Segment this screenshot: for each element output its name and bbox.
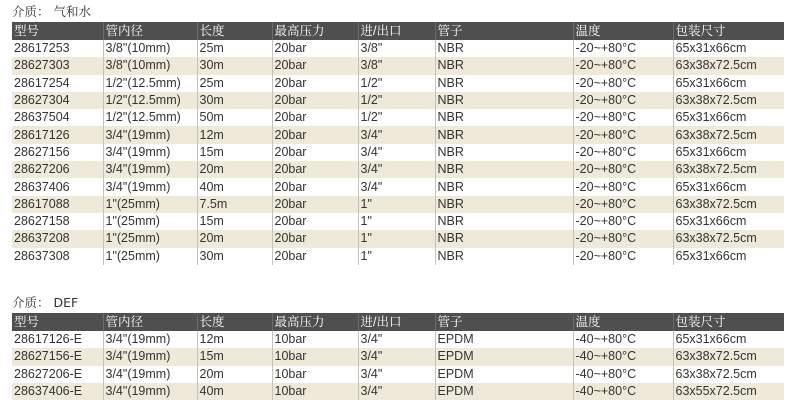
cell-package-size: 63x38x72.5cm: [673, 161, 784, 178]
cell-length: 30m: [197, 92, 272, 109]
cell-length: 20m: [197, 366, 272, 383]
cell-model-number: 28627304: [12, 92, 103, 109]
table-row: [12, 196, 784, 213]
cell-model-number: 28617126: [12, 126, 103, 143]
cell-length: 30m: [197, 57, 272, 74]
media-water-air-section: [12, 2, 784, 265]
media-caption: 介质： DEF: [12, 295, 79, 310]
cell-inlet-outlet: 3/4": [358, 126, 435, 143]
cell-max-pressure: 20bar: [272, 92, 358, 109]
cell-hose-material: NBR: [435, 40, 573, 57]
table-row: [12, 331, 784, 348]
cell-temperature: -40~+80°C: [573, 331, 673, 348]
table-row: [12, 178, 784, 195]
cell-package-size: 63x38x72.5cm: [673, 230, 784, 247]
cell-max-pressure: 20bar: [272, 196, 358, 213]
table-row: [12, 40, 784, 57]
cell-max-pressure: 20bar: [272, 40, 358, 57]
table-row: [12, 348, 784, 365]
column-header-inlet-outlet: 进/出口: [358, 22, 435, 40]
cell-inner-diameter: 3/4"(19mm): [103, 126, 197, 143]
cell-max-pressure: 20bar: [272, 126, 358, 143]
cell-package-size: 65x31x66cm: [673, 144, 784, 161]
cell-length: 30m: [197, 248, 272, 265]
cell-max-pressure: 20bar: [272, 178, 358, 195]
cell-inlet-outlet: 3/8": [358, 57, 435, 74]
cell-max-pressure: 20bar: [272, 248, 358, 265]
cell-package-size: 65x31x66cm: [673, 109, 784, 126]
cell-temperature: -20~+80°C: [573, 144, 673, 161]
cell-package-size: 63x38x72.5cm: [673, 92, 784, 109]
table-row: [12, 366, 784, 383]
header-row: [12, 313, 784, 331]
cell-model-number: 28627206-E: [14, 366, 83, 381]
column-header-model-number: 型号: [12, 313, 103, 331]
cell-temperature: -40~+80°C: [573, 383, 673, 400]
cell-model-number: 28617254: [14, 75, 70, 90]
cell-temperature: -20~+80°C: [573, 248, 673, 265]
cell-package-size: 65x31x66cm: [673, 75, 784, 92]
spec-table: [12, 22, 784, 265]
cell-length: 20m: [197, 230, 272, 247]
cell-inner-diameter: 3/4"(19mm): [103, 178, 197, 195]
table-row: [12, 57, 784, 74]
cell-temperature: -40~+80°C: [573, 348, 673, 365]
cell-hose-material: EPDM: [435, 331, 573, 348]
cell-package-size: 63x38x72.5cm: [673, 196, 784, 213]
cell-max-pressure: 10bar: [272, 383, 358, 400]
column-header-length: 长度: [197, 313, 272, 331]
cell-temperature: -20~+80°C: [573, 213, 673, 230]
cell-inlet-outlet: 3/8": [358, 40, 435, 57]
table-row: [12, 230, 784, 247]
cell-length: 25m: [197, 75, 272, 92]
cell-hose-material: EPDM: [435, 366, 573, 383]
cell-temperature: -20~+80°C: [573, 161, 673, 178]
cell-package-size: 65x31x66cm: [673, 248, 784, 265]
cell-temperature: -20~+80°C: [573, 178, 673, 195]
cell-model-number: 28637406: [14, 179, 70, 194]
cell-max-pressure: 20bar: [272, 57, 358, 74]
cell-package-size: 65x31x66cm: [673, 40, 784, 57]
cell-temperature: -20~+80°C: [573, 109, 673, 126]
cell-inlet-outlet: 3/4": [358, 383, 435, 400]
cell-hose-material: NBR: [435, 126, 573, 143]
cell-inner-diameter: 3/4"(19mm): [103, 348, 197, 365]
column-header-package-size: 包装尺寸: [673, 22, 784, 40]
cell-inlet-outlet: 3/4": [358, 178, 435, 195]
cell-max-pressure: 20bar: [272, 213, 358, 230]
cell-temperature: -20~+80°C: [573, 40, 673, 57]
cell-temperature: -20~+80°C: [573, 92, 673, 109]
header-row: [12, 22, 784, 40]
cell-hose-material: NBR: [435, 248, 573, 265]
cell-package-size: 65x31x66cm: [673, 213, 784, 230]
cell-inner-diameter: 1"(25mm): [103, 213, 197, 230]
cell-inner-diameter: 3/4"(19mm): [103, 366, 197, 383]
cell-length: 12m: [197, 331, 272, 348]
cell-temperature: -20~+80°C: [573, 57, 673, 74]
cell-model-number: 28617253: [14, 41, 70, 56]
cell-inner-diameter: 1/2"(12.5mm): [103, 92, 197, 109]
table-row: [12, 92, 784, 109]
cell-package-size: 63x38x72.5cm: [673, 126, 784, 143]
cell-max-pressure: 10bar: [272, 348, 358, 365]
cell-model-number: 28617088: [12, 196, 103, 213]
cell-inlet-outlet: 1": [358, 230, 435, 247]
cell-hose-material: NBR: [435, 75, 573, 92]
cell-inner-diameter: 3/8"(10mm): [103, 57, 197, 74]
cell-inlet-outlet: 3/4": [358, 331, 435, 348]
cell-inlet-outlet: 3/4": [358, 348, 435, 365]
cell-hose-material: NBR: [435, 230, 573, 247]
cell-hose-material: NBR: [435, 178, 573, 195]
cell-model-number: 28637504: [14, 110, 70, 125]
column-header-length: 长度: [197, 22, 272, 40]
cell-inlet-outlet: 1/2": [358, 75, 435, 92]
cell-length: 15m: [197, 348, 272, 365]
cell-inlet-outlet: 3/4": [358, 366, 435, 383]
cell-package-size: 63x38x72.5cm: [673, 366, 784, 383]
cell-inner-diameter: 1"(25mm): [103, 230, 197, 247]
cell-max-pressure: 20bar: [272, 109, 358, 126]
cell-hose-material: EPDM: [435, 348, 573, 365]
cell-model-number: 28627303: [12, 57, 103, 74]
cell-hose-material: NBR: [435, 92, 573, 109]
cell-inlet-outlet: 1/2": [358, 92, 435, 109]
cell-length: 40m: [197, 383, 272, 400]
column-header-package-size: 包装尺寸: [673, 313, 784, 331]
table-row: [12, 161, 784, 178]
column-header-hose-material: 管子: [435, 313, 573, 331]
cell-package-size: 65x31x66cm: [673, 331, 784, 348]
cell-length: 15m: [197, 144, 272, 161]
cell-model-number: 28617126-E: [14, 332, 83, 347]
table-row: [12, 144, 784, 161]
cell-model-number: 28627156-E: [12, 348, 103, 365]
cell-temperature: -20~+80°C: [573, 196, 673, 213]
column-header-max-pressure: 最高压力: [272, 22, 358, 40]
cell-inlet-outlet: 1": [358, 213, 435, 230]
cell-length: 12m: [197, 126, 272, 143]
cell-hose-material: EPDM: [435, 383, 573, 400]
column-header-hose-material: 管子: [435, 22, 573, 40]
cell-inner-diameter: 1"(25mm): [103, 248, 197, 265]
cell-inner-diameter: 3/4"(19mm): [103, 161, 197, 178]
table-row: [12, 248, 784, 265]
cell-inlet-outlet: 1": [358, 248, 435, 265]
cell-max-pressure: 20bar: [272, 75, 358, 92]
column-header-inlet-outlet: 进/出口: [358, 313, 435, 331]
cell-temperature: -20~+80°C: [573, 230, 673, 247]
cell-inner-diameter: 3/8"(10mm): [103, 40, 197, 57]
cell-hose-material: NBR: [435, 196, 573, 213]
table-row: [12, 383, 784, 400]
cell-max-pressure: 20bar: [272, 230, 358, 247]
spec-table: [12, 313, 784, 400]
table-row: [12, 126, 784, 143]
cell-inlet-outlet: 1": [358, 196, 435, 213]
column-header-temperature: 温度: [573, 313, 673, 331]
cell-length: 50m: [197, 109, 272, 126]
table-row: [12, 109, 784, 126]
cell-model-number: 28637308: [14, 248, 70, 263]
cell-inlet-outlet: 3/4": [358, 144, 435, 161]
cell-inner-diameter: 3/4"(19mm): [103, 144, 197, 161]
cell-inner-diameter: 1"(25mm): [103, 196, 197, 213]
cell-hose-material: NBR: [435, 57, 573, 74]
cell-package-size: 65x31x66cm: [673, 178, 784, 195]
cell-temperature: -40~+80°C: [573, 366, 673, 383]
cell-model-number: 28637208: [12, 230, 103, 247]
cell-inner-diameter: 3/4"(19mm): [103, 331, 197, 348]
cell-package-size: 63x38x72.5cm: [673, 348, 784, 365]
cell-model-number: 28627158: [14, 214, 70, 229]
cell-hose-material: NBR: [435, 109, 573, 126]
cell-length: 20m: [197, 161, 272, 178]
cell-temperature: -20~+80°C: [573, 75, 673, 92]
cell-inner-diameter: 1/2"(12.5mm): [103, 75, 197, 92]
table-row: [12, 213, 784, 230]
column-header-inner-diameter: 管内径: [103, 22, 197, 40]
cell-model-number: 28627206: [12, 161, 103, 178]
column-header-model-number: 型号: [12, 22, 103, 40]
cell-model-number: 28637406-E: [12, 383, 103, 400]
cell-hose-material: NBR: [435, 144, 573, 161]
cell-length: 25m: [197, 40, 272, 57]
column-header-max-pressure: 最高压力: [272, 313, 358, 331]
cell-package-size: 63x55x72.5cm: [673, 383, 784, 400]
table-row: [12, 75, 784, 92]
cell-inlet-outlet: 3/4": [358, 161, 435, 178]
cell-length: 40m: [197, 178, 272, 195]
cell-max-pressure: 20bar: [272, 161, 358, 178]
cell-inner-diameter: 3/4"(19mm): [103, 383, 197, 400]
cell-max-pressure: 10bar: [272, 331, 358, 348]
cell-package-size: 63x38x72.5cm: [673, 57, 784, 74]
cell-hose-material: NBR: [435, 161, 573, 178]
cell-temperature: -20~+80°C: [573, 126, 673, 143]
cell-inlet-outlet: 1/2": [358, 109, 435, 126]
cell-max-pressure: 10bar: [272, 366, 358, 383]
column-header-inner-diameter: 管内径: [103, 313, 197, 331]
cell-length: 15m: [197, 213, 272, 230]
cell-max-pressure: 20bar: [272, 144, 358, 161]
media-def-section: [12, 293, 784, 400]
cell-hose-material: NBR: [435, 213, 573, 230]
cell-inner-diameter: 1/2"(12.5mm): [103, 109, 197, 126]
media-caption: 介质： 气和水: [12, 4, 91, 19]
cell-model-number: 28627156: [14, 144, 70, 159]
cell-length: 7.5m: [197, 196, 272, 213]
column-header-temperature: 温度: [573, 22, 673, 40]
